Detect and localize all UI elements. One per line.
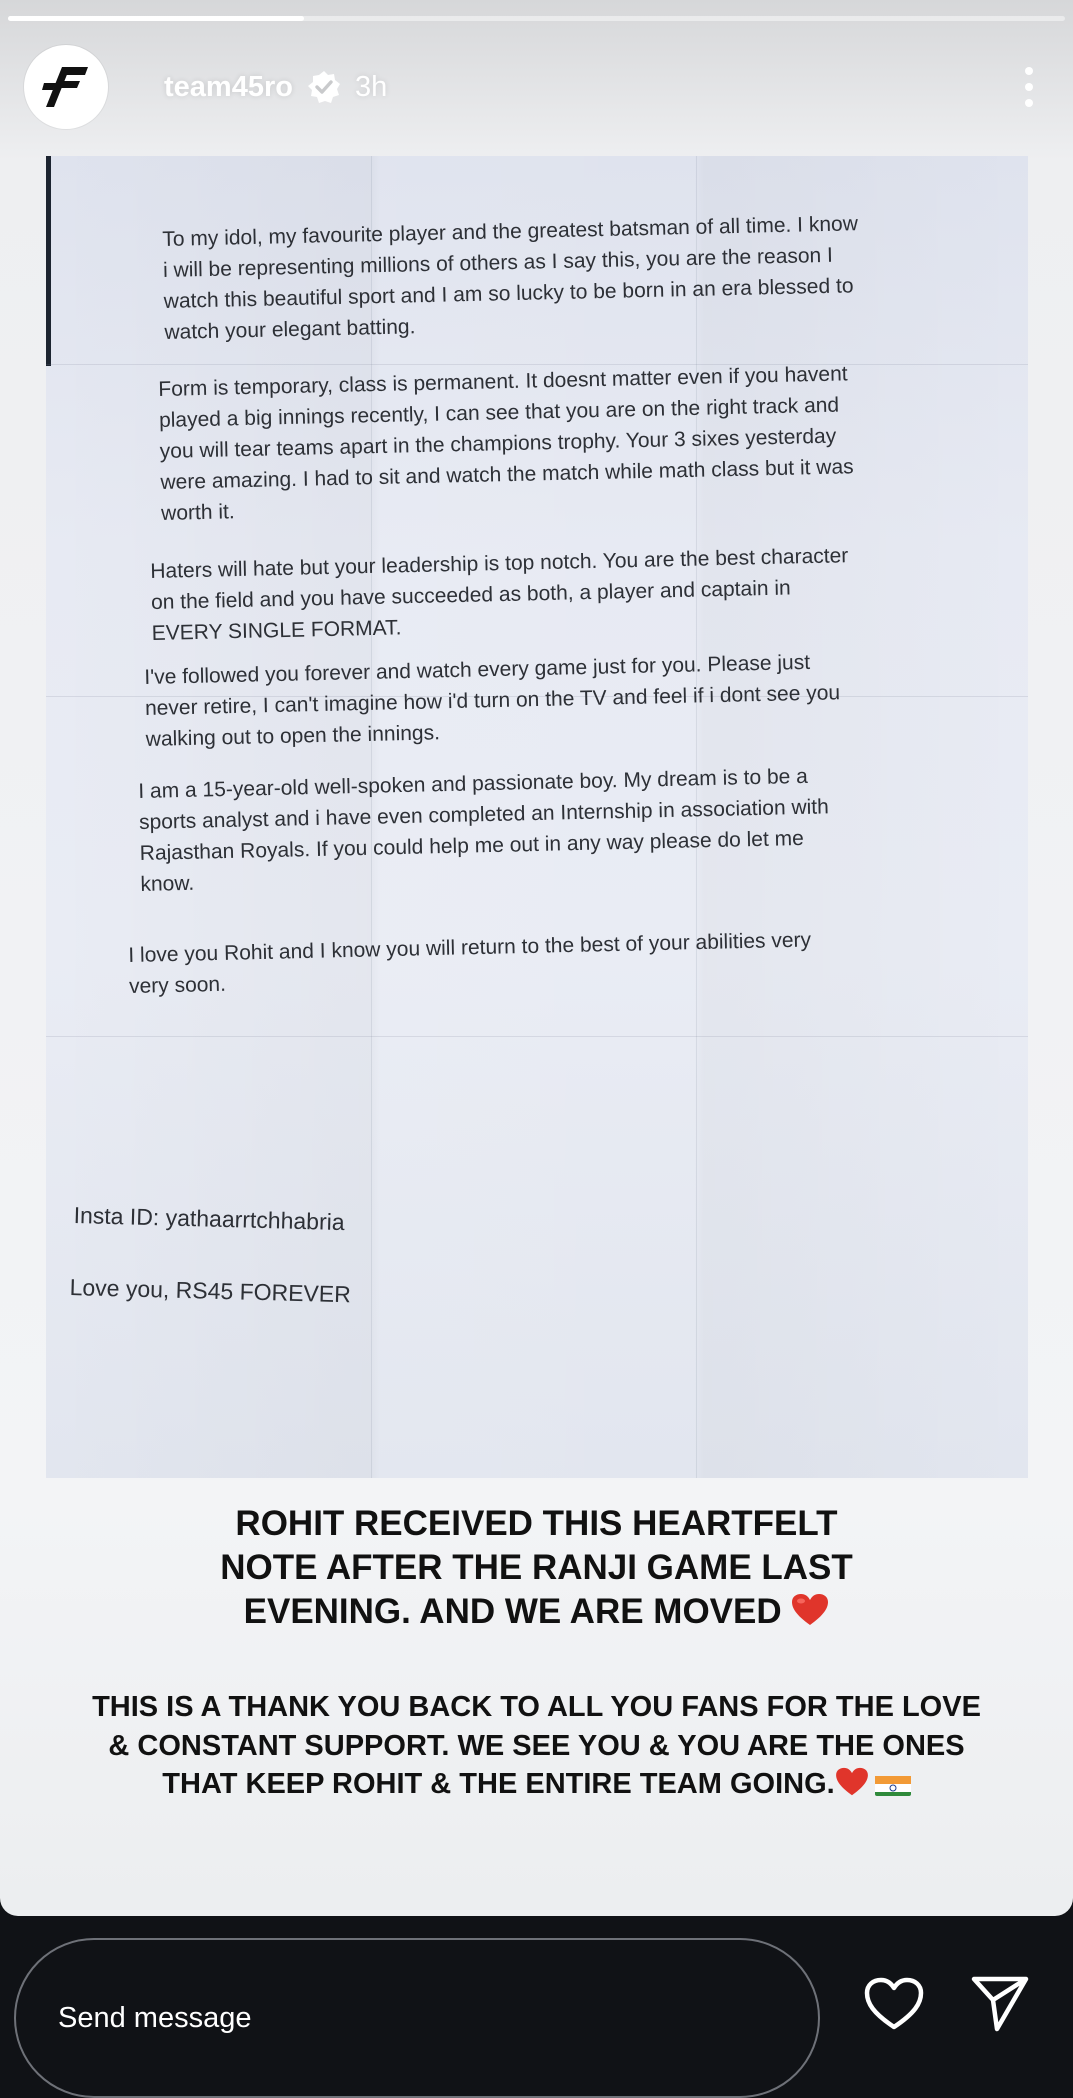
letter-signoff: Love you, RS45 FOREVER <box>69 1274 352 1308</box>
more-vertical-icon[interactable] <box>1009 57 1049 117</box>
india-flag-icon <box>875 1772 911 1796</box>
avatar[interactable] <box>24 45 108 129</box>
post-time: 3h <box>354 70 388 103</box>
caption-text: ROHIT RECEIVED THIS HEARTFELT NOTE AFTER THE RANJI GAME LAST EVENING. AND WE ARE MOVED <box>220 1504 853 1631</box>
red-heart-emoji-icon <box>791 1593 829 1638</box>
heart-icon[interactable] <box>862 1972 926 2036</box>
paper-fold <box>46 1036 1028 1037</box>
story-progress-fill <box>8 16 304 21</box>
letter-paragraph: I've followed you forever and watch every game just for you. Please just never retire, I can't imagine how i'd turn on the TV and feel if i dont see you walking out to open the innings. <box>144 650 841 751</box>
verified-badge-icon <box>307 70 341 104</box>
username[interactable]: team45ro <box>164 70 293 103</box>
story-caption-thanks <box>0 1688 1073 1808</box>
team-logo-icon <box>40 61 92 113</box>
letter-paragraph: Haters will hate but your leadership is top notch. You are the best character on the field and you have succeeded as both, a player and captain in EVERY SINGLE FORMAT. <box>150 544 849 645</box>
story-caption-headline <box>0 1502 1073 1638</box>
letter-insta-id: Insta ID: yathaarrtchhabria <box>73 1202 345 1236</box>
send-icon[interactable] <box>968 1972 1032 2036</box>
story-footer <box>0 1916 1073 2093</box>
send-message-input[interactable] <box>14 1938 820 2098</box>
red-heart-emoji-icon <box>835 1767 869 1808</box>
letter-paragraph: To my idol, my favourite player and the greatest batsman of all time. I know i will be representing millions of others as I say this, you are the reason I watch this beautiful sport and I am so lucky to be born in an era blessed to watch your elegant batting. <box>162 212 859 344</box>
story-header <box>24 44 1049 130</box>
paper-edge <box>46 156 51 366</box>
letter-paragraph: I love you Rohit and I know you will return to the best of your abilities very very soon. <box>128 928 812 998</box>
letter-paragraph: Form is temporary, class is permanent. It doesnt matter even if you havent played a big innings recently, I can see that you are on the right track and you will tear teams apart in the champions trophy. Your 3 sixes yesterday were amazing. I had to sit and watch the match while math class but it was worth it. <box>158 362 854 525</box>
letter-image <box>46 156 1028 1478</box>
story-progress-bar <box>8 16 1065 21</box>
caption-text: THIS IS A THANK YOU BACK TO ALL YOU FANS FOR THE LOVE & CONSTANT SUPPORT. WE SEE YOU & YOU ARE THE ONES THAT KEEP ROHIT & THE ENTIRE TEAM GOING. <box>92 1691 981 1800</box>
letter-paragraph: I am a 15-year-old well-spoken and passionate boy. My dream is to be a sports analyst and i have even completed an Internship in association with Rajasthan Royals. If you could help me out in any way please do let me know. <box>138 764 830 896</box>
